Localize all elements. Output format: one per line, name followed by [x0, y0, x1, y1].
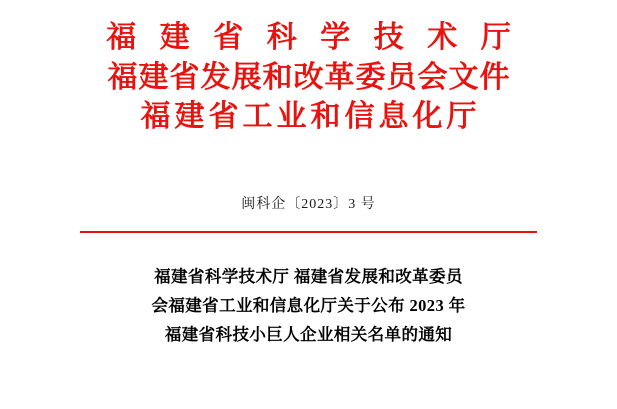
document-title-line-3: 福建省科技小巨人企业相关名单的通知	[164, 324, 453, 344]
red-divider-rule	[80, 231, 537, 233]
document-title	[0, 263, 617, 350]
document-title-line-1: 福建省科学技术厅 福建省发展和改革委员	[154, 266, 463, 286]
masthead-line-2: 福建省发展和改革委员会文件	[107, 60, 511, 94]
document-masthead	[0, 0, 617, 137]
masthead-line-1: 福 建 省 科 学 技 术 厅	[106, 21, 519, 54]
masthead-line-3: 福建省工业和信息化厅	[140, 100, 481, 134]
document-title-line-2: 会福建省工业和信息化厅关于公布 2023 年	[151, 295, 466, 315]
document-number: 闽科企〔2023〕3 号	[241, 196, 376, 212]
